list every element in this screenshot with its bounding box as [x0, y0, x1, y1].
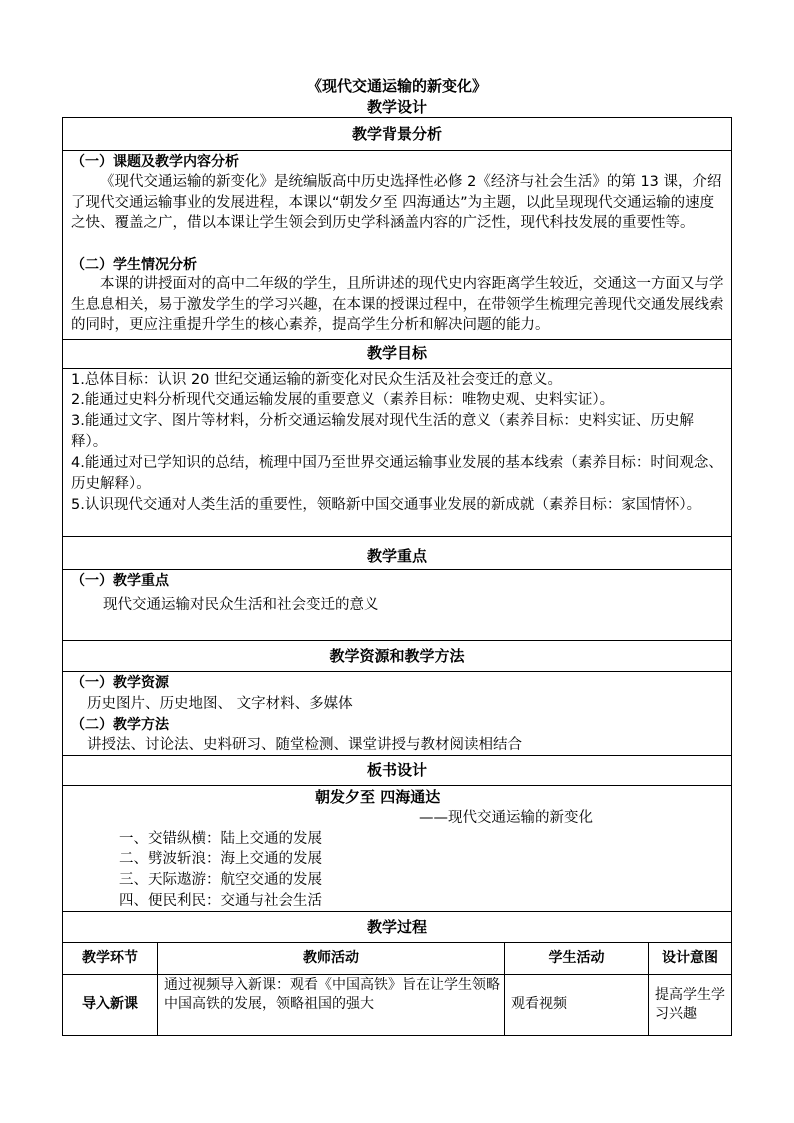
board-item: 四、便民利民：交通与社会生活 [119, 893, 322, 909]
process-row-teacher: 通过视频导入新课：观看《中国高铁》旨在让学生领略中国高铁的发展，领略祖国的强大 [164, 977, 500, 1012]
board-main-title: 朝发夕至 四海通达 [315, 788, 441, 806]
board-item: 一、交错纵横：陆上交通的发展 [119, 831, 322, 847]
divider [63, 974, 731, 975]
column-header-stage: 教学环节 [82, 950, 138, 966]
board-item: 三、天际遨游：航空交通的发展 [119, 872, 322, 888]
goal-item: 5.认识现代交通对人类生活的重要性，领略新中国交通事业发展的新成就（素养目标：家国情怀）。 [71, 497, 702, 513]
resources-sub-heading: （一）教学资源 [71, 675, 169, 691]
student-analysis-heading: （二）学生情况分析 [71, 257, 197, 273]
document-subtitle: 教学设计 [366, 98, 427, 116]
divider [63, 150, 731, 151]
divider [63, 339, 731, 340]
goal-item: 4.能通过对已学知识的总结，梳理中国乃至世界交通运输事业发展的基本线索（素养目标：时间观念、历史解释）。 [71, 455, 723, 492]
section-heading-resources: 教学资源和教学方法 [329, 647, 465, 665]
process-row-intent: 提高学生学习兴趣 [655, 987, 725, 1022]
focus-sub-heading: （一）教学重点 [71, 573, 169, 589]
process-row-student: 观看视频 [511, 996, 567, 1012]
process-row-stage: 导入新课 [82, 996, 138, 1012]
board-sub-title: ——现代交通运输的新变化 [419, 810, 593, 826]
section-heading-focus: 教学重点 [366, 547, 427, 565]
board-item: 二、劈波斩浪：海上交通的发展 [119, 851, 322, 867]
goal-item: 2.能通过史料分析现代交通运输发展的重要意义（素养目标：唯物史观、史料实证）。 [71, 392, 615, 408]
column-divider [504, 942, 505, 1035]
goal-item: 3.能通过文字、图片等材料，分析交通运输发展对现代生活的意义（素养目标：史料实证、历史解释）。 [71, 413, 694, 450]
divider [63, 911, 731, 912]
divider [63, 569, 731, 570]
divider [63, 368, 731, 369]
section-heading-board: 板书设计 [366, 761, 427, 779]
focus-text: 现代交通运输对民众生活和社会变迁的意义 [103, 597, 379, 613]
section-heading-goals: 教学目标 [366, 344, 427, 362]
topic-analysis-text: 《现代交通运输的新变化》是统编版高中历史选择性必修 2《经济与社会生活》的第 13 课，介绍了现代交通运输事业的发展进程，本课以“朝发夕至 四海通达”为主题，以此呈现现代交通运输的速度之快、覆盖之广，借以本课让学生领会到历史学科涵盖内容的广泛性，现代科技发展的重要性等。 [71, 174, 722, 231]
divider [63, 640, 731, 641]
student-analysis-text: 本课的讲授面对的高中二年级的学生，且所讲述的现代史内容距离学生较近，交通这一方面又与学生息息相关，易于激发学生的学习兴趣，在本课的授课过程中，在带领学生梳理完善现代交通发展线索的同时，更应注重提升学生的核心素养，提高学生分析和解决问题的能力。 [71, 276, 724, 333]
goal-item: 1.总体目标：认识 20 世纪交通运输的新变化对民众生活及社会变迁的意义。 [71, 372, 563, 388]
column-divider [157, 942, 158, 1035]
lesson-plan-table [62, 117, 732, 1036]
divider [63, 942, 731, 943]
topic-analysis-heading: （一）课题及教学内容分析 [71, 154, 239, 170]
section-heading-background: 教学背景分析 [351, 125, 442, 143]
resources-text: 历史图片、历史地图、 文字材料、多媒体 [87, 696, 353, 712]
divider [63, 671, 731, 672]
column-header-teacher: 教师活动 [303, 950, 359, 966]
column-header-intent: 设计意图 [662, 950, 718, 966]
methods-text: 讲授法、讨论法、史料研习、随堂检测、课堂讲授与教材阅读相结合 [87, 737, 522, 753]
column-header-student: 学生活动 [548, 950, 605, 966]
column-divider [648, 942, 649, 1035]
divider [63, 785, 731, 786]
section-heading-process: 教学过程 [366, 918, 427, 936]
methods-sub-heading: （二）教学方法 [71, 717, 169, 733]
divider [63, 755, 731, 756]
divider [63, 536, 731, 537]
document-title: 《现代交通运输的新变化》 [306, 77, 487, 95]
